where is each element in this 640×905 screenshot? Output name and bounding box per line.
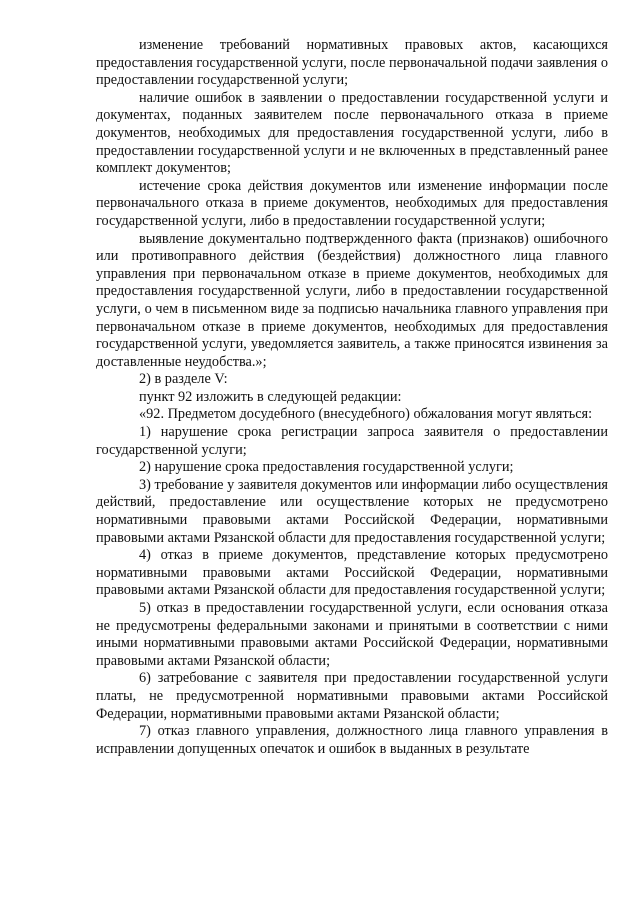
paragraph-errors-in-application: наличие ошибок в заявлении о предоставлении государственной услуги и документах, поданных заявителем после первоначального отказа в приеме документов, необходимых для предоставления государственной услуги, либо в предоставлении государственной услуги и не включенных в представленный ранее комплект документов; bbox=[96, 89, 608, 177]
paragraph-item-92: «92. Предметом досудебного (внесудебного) обжалования могут являться: bbox=[139, 406, 593, 423]
paragraph-item-92-intro: пункт 92 изложить в следующей редакции: bbox=[139, 388, 402, 405]
paragraph-requirements-change: изменение требований нормативных правовых актов, касающихся предоставления государственной услуги, после первоначальной подачи заявления о предоставлении государственной услуги; bbox=[96, 37, 608, 89]
list-item-5: 5) отказ в предоставлении государственной услуги, если основания отказа не предусмотрены федеральными законами и принятыми в соответствии с ними иными нормативными правовыми актами Российской Федерации, нормативными правовыми актами Рязанской области; bbox=[96, 600, 608, 669]
list-item-7: 7) отказ главного управления, должностного лица главного управления в исправлении допущенных опечаток и ошибок в выданных в результате bbox=[96, 723, 608, 757]
list-item-3: 3) требование у заявителя документов или информации либо осуществления действий, предоставление или осуществление которых не предусмотрено нормативными правовыми актами Российской Федерации, нормативными правовыми актами Рязанской области для предоставления государственной услуги; bbox=[96, 476, 608, 546]
paragraph-documents-expiry: истечение срока действия документов или изменение информации после первоначального отказа в приеме документов, необходимых для предоставления государственной услуги, либо в предоставлении государственной услуги; bbox=[96, 177, 608, 229]
list-item-6: 6) затребование с заявителя при предоставлении государственной услуги платы, не предусмотренной нормативными правовыми актами Российской Федерации, нормативными правовыми актами Рязанской области; bbox=[96, 670, 608, 722]
list-item-2: 2) нарушение срока предоставления государственной услуги; bbox=[139, 459, 514, 476]
list-item-4: 4) отказ в приеме документов, представление которых предусмотрено нормативными правовыми актами Российской Федерации, нормативными правовыми актами Рязанской области для предоставления государственной услуги; bbox=[96, 547, 608, 599]
document-page bbox=[96, 37, 608, 758]
list-item-1: 1) нарушение срока регистрации запроса заявителя о предоставлении государственной услуги; bbox=[96, 424, 608, 458]
paragraph-erroneous-action: выявление документально подтвержденного факта (признаков) ошибочного или противоправного действия (бездействия) должностного лица главного управления при первоначальном отказе в приеме документов, необходимых для предоставления государственной услуги, либо в предоставлении государственной услуги, о чем в письменном виде за подписью начальника главного управления при первоначальном отказе в приеме документов, необходимых для предоставления государственной услуги, уведомляется заявитель, а также приносятся извинения за доставленные неудобства.»; bbox=[96, 230, 608, 370]
paragraph-section-v: 2) в разделе V: bbox=[139, 371, 228, 388]
